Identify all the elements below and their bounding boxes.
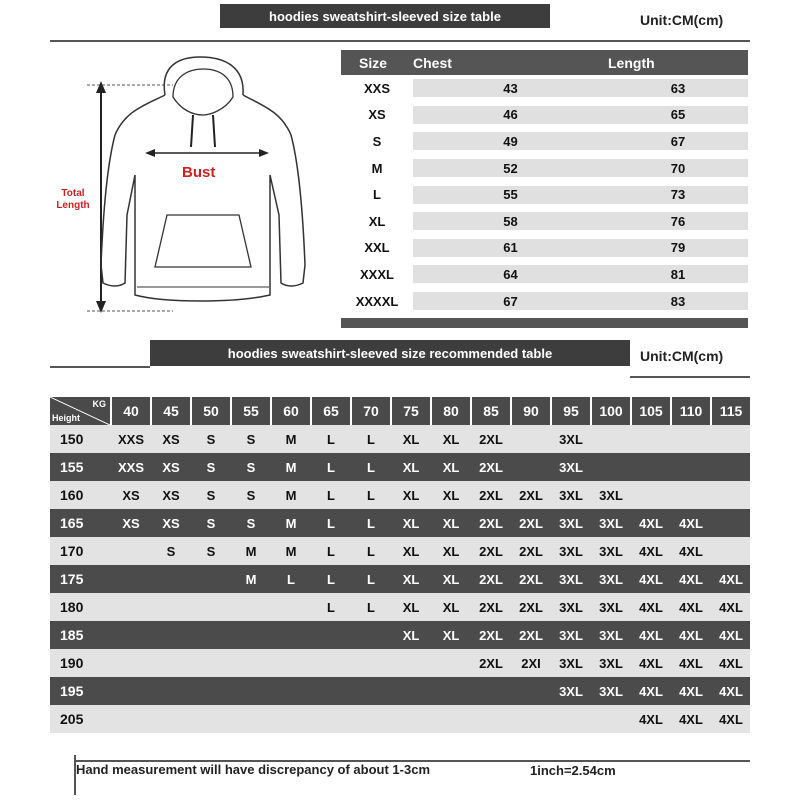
size-cell: XXXL [360,266,394,282]
size-cell: XXXXL [355,293,399,309]
length-cell: 65 [608,106,748,124]
size-table-row [341,208,748,235]
size-table-row [341,128,748,155]
size-recommendation-cell: L [327,515,335,531]
kg-header-cell: 115 [712,397,750,425]
size-recommendation-cell: 3XL [559,487,583,503]
chest-cell: 64 [413,265,608,283]
chest-cell: 67 [413,292,608,310]
size-recommendation-cell: XS [162,459,180,475]
height-cell: 150 [60,431,84,447]
size-cell: S [372,133,382,149]
total-length-label: Total Length [56,188,90,211]
kg-header-cell: 70 [352,397,390,425]
size-recommendation-cell: XL [442,627,460,643]
size-recommendation-cell: 2XL [479,655,503,671]
size-recommendation-cell: M [285,431,297,447]
rec-table-row [50,537,750,565]
size-recommendation-cell: M [285,459,297,475]
size-recommendation-cell: M [285,487,297,503]
size-recommendation-cell: XL [402,627,420,643]
kg-header-cell: 60 [272,397,310,425]
header1-underline [50,40,750,42]
size-recommendation-cell: M [245,571,257,587]
rec-table-title [150,340,630,366]
size-recommendation-cell: L [327,431,335,447]
size-recommendation-cell: 2XL [519,543,543,559]
size-recommendation-cell: XL [402,487,420,503]
size-recommendation-cell: 2XL [479,459,503,475]
size-recommendation-cell: L [367,599,375,615]
rec-table-row [50,565,750,593]
size-recommendation-cell: XS [162,431,180,447]
header2-line-left [50,366,150,368]
size-recommendation-cell: 4XL [679,655,703,671]
kg-header-cell: 100 [592,397,630,425]
size-recommendation-cell: 4XL [719,683,743,699]
size-recommendation-cell: L [327,487,335,503]
size-recommendation-cell: XL [402,515,420,531]
rec-table-kg-header [50,397,750,425]
size-cell: M [371,160,383,176]
rec-table-row [50,481,750,509]
rec-table-row [50,425,750,453]
size-recommendation-cell: 4XL [679,515,703,531]
corner-height-label: Height [52,413,80,423]
size-recommendation-cell: 3XL [559,515,583,531]
chest-cell: 61 [413,239,608,257]
size-recommendation-cell: 3XL [559,627,583,643]
size-recommendation-cell: L [327,543,335,559]
size-recommendation-cell: 2XL [519,487,543,503]
chest-cell: 58 [413,212,608,230]
size-recommendation-cell: 3XL [559,543,583,559]
length-cell: 79 [608,239,748,257]
height-cell: 165 [60,515,84,531]
rec-table-row [50,621,750,649]
size-table-row [341,155,748,182]
chest-cell: 49 [413,132,608,150]
height-cell: 160 [60,487,84,503]
size-table-row [341,102,748,129]
size-recommendation-cell: XS [122,515,140,531]
size-recommendation-cell: S [246,459,256,475]
size-recommendation-cell: XL [402,571,420,587]
size-recommendation-cell: 3XL [599,599,623,615]
measurement-note: Hand measurement will have discrepancy of about 1-3cm [76,762,431,777]
hoodie-illustration [55,55,335,315]
size-recommendation-cell: 2XL [519,599,543,615]
size-recommendation-cell: 4XL [639,599,663,615]
rec-table-row [50,677,750,705]
size-recommendation-cell: 2XL [519,571,543,587]
size-recommendation-cell: XXS [117,459,144,475]
header-chest: Chest [413,54,452,71]
size-recommendation-cell: 2XL [479,627,503,643]
size-table [341,50,748,328]
height-cell: 185 [60,627,84,643]
size-cell: XXL [364,240,390,256]
size-recommendation-cell: 3XL [599,655,623,671]
size-recommendation-cell: L [287,571,295,587]
size-recommendation-cell: XL [442,599,460,615]
size-recommendation-cell: 4XL [719,627,743,643]
length-cell: 81 [608,265,748,283]
size-recommendation-cell: 2XL [479,543,503,559]
size-recommendation-cell: XS [162,515,180,531]
size-recommendation-cell: 2XL [479,487,503,503]
size-recommendation-cell: 4XL [679,599,703,615]
size-recommendation-cell: 3XL [599,515,623,531]
rec-table-row [50,593,750,621]
rec-table-row [50,649,750,677]
size-table-row [341,75,748,102]
size-recommendation-cell: L [367,543,375,559]
header2-underline [630,376,750,378]
height-cell: 190 [60,655,84,671]
length-cell: 70 [608,159,748,177]
size-recommendation-cell: 3XL [559,599,583,615]
size-recommendation-cell: 4XL [679,543,703,559]
size-recommendation-cell: 2XL [479,571,503,587]
kg-header-cell: 85 [472,397,510,425]
size-recommendation-cell: L [327,459,335,475]
size-recommendation-cell: 2XL [519,515,543,531]
rec-table-row [50,705,750,733]
height-cell: 170 [60,543,84,559]
size-recommendation-cell: M [245,543,257,559]
size-recommendation-cell: 3XL [559,459,583,475]
size-recommendation-cell: 4XL [639,627,663,643]
size-table-unit: Unit:CM(cm) [640,12,724,28]
size-recommendation-cell: 4XL [719,571,743,587]
size-recommendation-cell: XS [162,487,180,503]
size-table-row [341,181,748,208]
rec-table-body [50,425,750,733]
bust-label: Bust [182,164,216,181]
size-recommendation-cell: 4XL [639,571,663,587]
size-recommendation-cell: 4XL [679,711,703,727]
size-table-row [341,235,748,262]
size-cell: L [373,187,381,203]
rec-table-title-text: hoodies sweatshirt-sleeved size recommended table [227,345,553,361]
kg-header-cell: 110 [672,397,710,425]
chest-cell: 55 [413,186,608,204]
size-recommendation-cell: 4XL [719,655,743,671]
kg-header-cell: 90 [512,397,550,425]
size-recommendation-cell: XL [442,543,460,559]
size-recommendation-cell: 4XL [639,655,663,671]
rec-table-row [50,453,750,481]
height-cell: 205 [60,711,84,727]
size-table-header [341,50,748,75]
size-table-title-text: hoodies sweatshirt-sleeved size table [269,8,501,24]
length-cell: 76 [608,212,748,230]
kg-header-cell: 105 [632,397,670,425]
size-recommendation-cell: XL [442,571,460,587]
size-recommendation-cell: S [206,487,216,503]
size-recommendation-cell: 2XL [479,431,503,447]
size-recommendation-cell: L [327,571,335,587]
kg-header-cell: 55 [232,397,270,425]
size-recommendation-cell: XL [402,459,420,475]
kg-header-cell: 45 [152,397,190,425]
size-recommendation-cell: 3XL [599,683,623,699]
size-recommendation-cell: XXS [117,431,144,447]
size-table-body [341,75,748,314]
recommended-table [50,397,750,733]
size-recommendation-cell: 4XL [679,627,703,643]
size-recommendation-cell: 3XL [559,655,583,671]
header-length: Length [608,54,655,71]
size-recommendation-cell: S [206,431,216,447]
size-recommendation-cell: S [206,543,216,559]
size-recommendation-cell: S [206,459,216,475]
size-recommendation-cell: XL [402,431,420,447]
size-recommendation-cell: L [327,599,335,615]
kg-header-cell: 80 [432,397,470,425]
size-table-row [341,288,748,315]
size-recommendation-cell: 4XL [639,711,663,727]
kg-header-cell: 75 [392,397,430,425]
length-cell: 63 [608,79,748,97]
kg-header-cell: 95 [552,397,590,425]
height-cell: 180 [60,599,84,615]
size-recommendation-cell: S [246,431,256,447]
size-recommendation-cell: 2XL [479,599,503,615]
chest-cell: 46 [413,106,608,124]
header-size: Size [359,54,388,71]
height-cell: 195 [60,683,84,699]
size-recommendation-cell: 4XL [719,711,743,727]
size-recommendation-cell: 3XL [559,571,583,587]
size-recommendation-cell: XL [402,543,420,559]
rec-table-corner [50,397,110,425]
size-recommendation-cell: S [206,515,216,531]
size-cell: XXS [363,80,390,96]
size-recommendation-cell: 3XL [599,571,623,587]
size-recommendation-cell: S [246,515,256,531]
size-recommendation-cell: 3XL [599,543,623,559]
size-recommendation-cell: L [367,487,375,503]
size-recommendation-cell: M [285,515,297,531]
kg-header-cell: 50 [192,397,230,425]
size-recommendation-cell: 3XL [559,431,583,447]
size-recommendation-cell: 3XL [559,683,583,699]
length-cell: 83 [608,292,748,310]
size-recommendation-cell: XL [442,459,460,475]
height-cell: 175 [60,571,84,587]
length-cell: 67 [608,132,748,150]
size-recommendation-cell: XL [402,599,420,615]
size-recommendation-cell: 4XL [639,543,663,559]
size-table-footer-bar [341,318,748,328]
inch-conversion-note: 1inch=2.54cm [530,763,616,778]
kg-header-cell: 40 [112,397,150,425]
chest-cell: 52 [413,159,608,177]
size-recommendation-cell: S [246,487,256,503]
chest-cell: 43 [413,79,608,97]
size-recommendation-cell: 4XL [679,683,703,699]
size-recommendation-cell: M [285,543,297,559]
size-table-row [341,261,748,288]
size-cell: XS [368,107,386,123]
size-recommendation-cell: 3XL [599,487,623,503]
size-recommendation-cell: 2XI [521,655,541,671]
size-recommendation-cell: S [166,543,176,559]
rec-table-row [50,509,750,537]
size-recommendation-cell: L [367,515,375,531]
size-recommendation-cell: L [367,431,375,447]
kg-header-cell: 65 [312,397,350,425]
size-recommendation-cell: 2XL [519,627,543,643]
rec-table-unit: Unit:CM(cm) [640,348,724,364]
size-recommendation-cell: L [367,459,375,475]
size-table-title [220,4,550,28]
size-recommendation-cell: XL [442,431,460,447]
size-recommendation-cell: L [367,571,375,587]
size-recommendation-cell: 2XL [479,515,503,531]
size-recommendation-cell: XL [442,487,460,503]
size-recommendation-cell: 4XL [719,599,743,615]
size-recommendation-cell: 4XL [679,571,703,587]
size-recommendation-cell: 4XL [639,515,663,531]
size-recommendation-cell: 3XL [599,627,623,643]
size-cell: XL [368,213,386,229]
size-recommendation-cell: XS [122,487,140,503]
height-cell: 155 [60,459,84,475]
size-recommendation-cell: XL [442,515,460,531]
size-recommendation-cell: 4XL [639,683,663,699]
length-cell: 73 [608,186,748,204]
corner-kg-label: KG [92,399,106,409]
